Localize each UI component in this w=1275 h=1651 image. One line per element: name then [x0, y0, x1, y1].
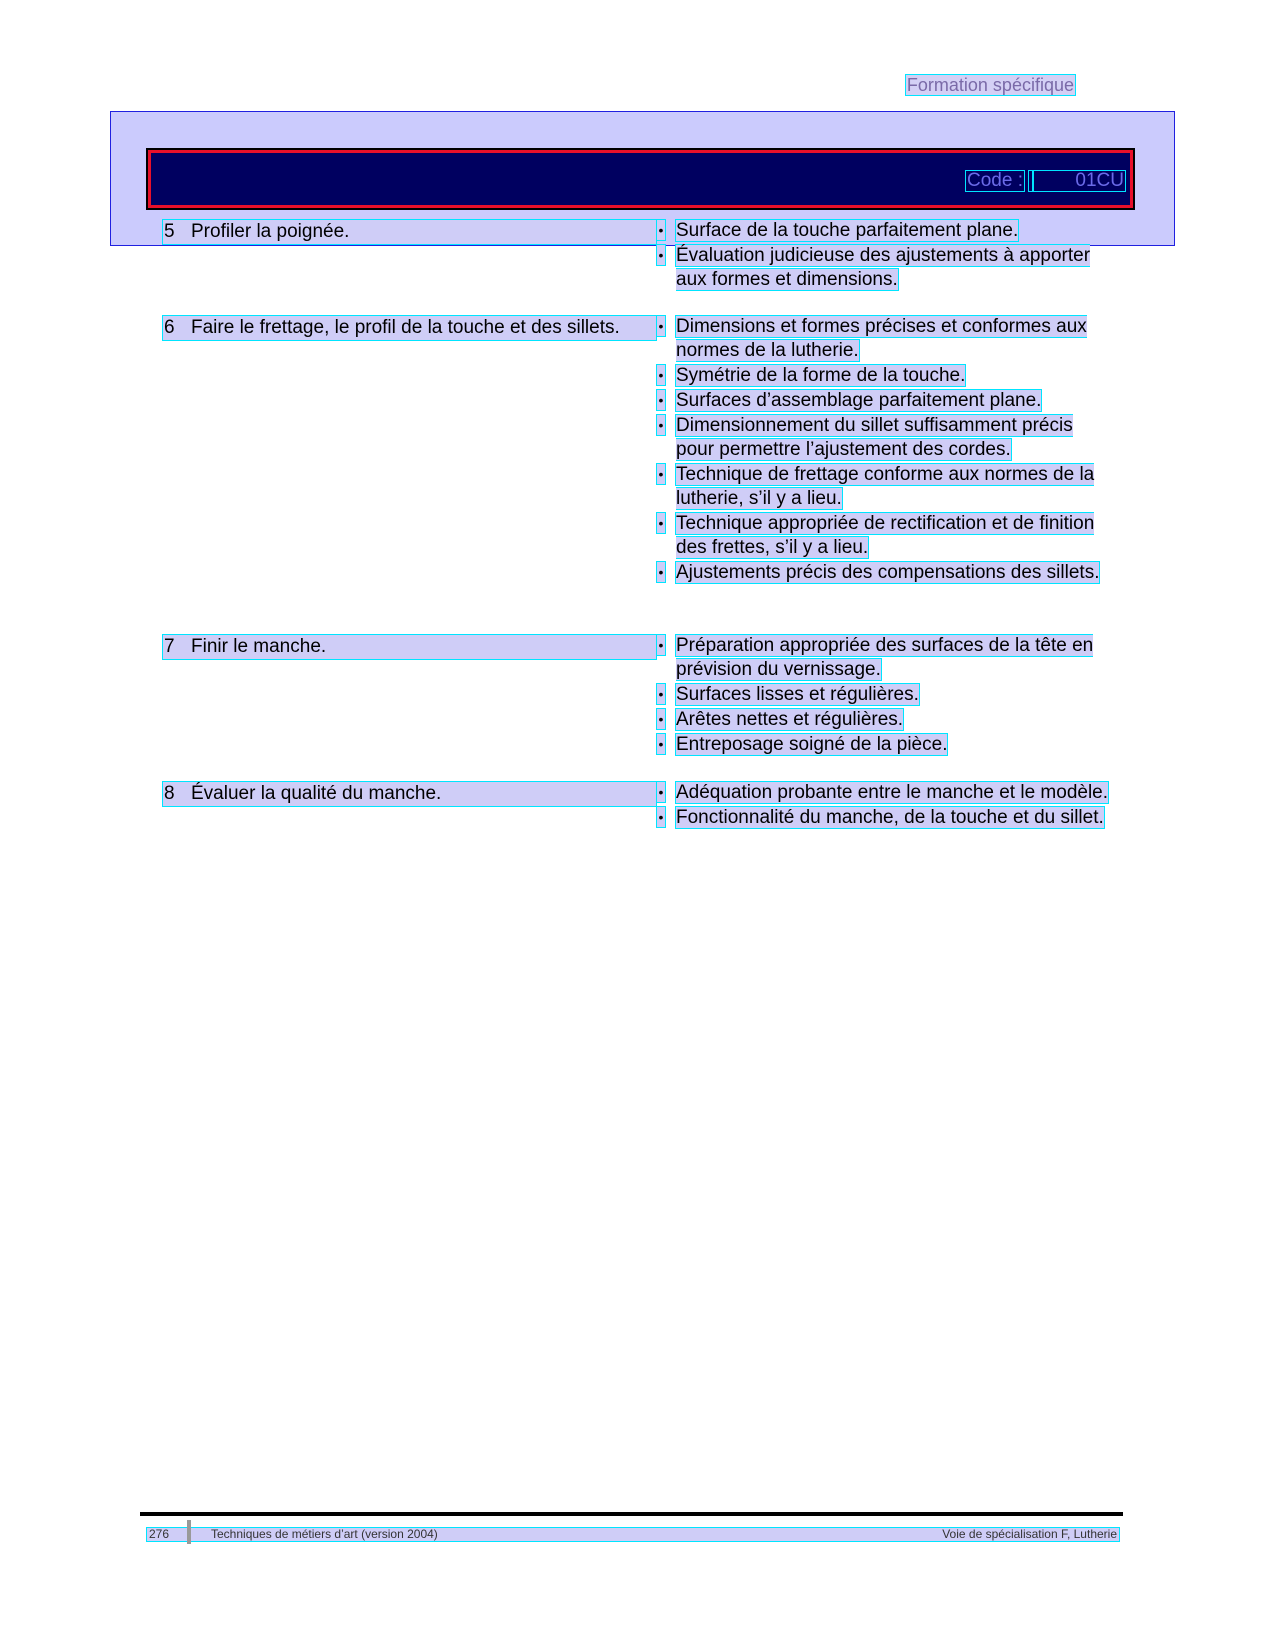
step-number: 8	[164, 783, 175, 804]
footer-divider	[187, 1520, 191, 1544]
bullet-icon: •	[656, 733, 666, 755]
list-item	[656, 561, 1111, 585]
bullet-icon: •	[656, 389, 666, 411]
step-cell	[162, 781, 657, 807]
criteria-list	[656, 219, 1111, 293]
list-item	[656, 414, 1111, 462]
list-item	[656, 364, 1111, 388]
bullet-icon: •	[656, 708, 666, 730]
step-text-wrap	[162, 634, 657, 660]
criterion-text: Surface de la touche parfaitement plane.	[676, 220, 1019, 241]
list-item	[656, 219, 1111, 243]
step-text: Évaluer la qualité du manche.	[191, 783, 442, 804]
code-value: 01CU	[1032, 170, 1126, 192]
criteria-list	[656, 315, 1111, 586]
criterion-text: Évaluation judicieuse des ajustements à apporter aux formes et dimensions.	[676, 245, 1091, 290]
step-cell	[162, 634, 657, 660]
step-text-wrap	[162, 315, 657, 341]
bullet-icon: •	[656, 634, 666, 656]
bullet-icon: •	[656, 244, 666, 266]
section-header: Formation spécifique	[906, 75, 1074, 95]
bullet-icon: •	[656, 364, 666, 386]
criterion-text: Préparation appropriée des surfaces de la tête en prévision du vernissage.	[676, 635, 1094, 680]
step-number: 6	[164, 317, 175, 338]
footer-title: Techniques de métiers d’art (version 2004)	[211, 1527, 438, 1541]
criterion-text: Technique de frettage conforme aux normes de la lutherie, s’il y a lieu.	[676, 464, 1095, 509]
bullet-icon: •	[656, 683, 666, 705]
list-item	[656, 806, 1111, 830]
step-text: Profiler la poignée.	[191, 221, 350, 242]
step-cell	[162, 219, 657, 245]
footer-rule	[140, 1512, 1123, 1516]
criterion-text: Surfaces lisses et régulières.	[676, 684, 919, 705]
list-item	[656, 683, 1111, 707]
criterion-text: Dimensionnement du sillet suffisamment précis pour permettre l’ajustement des cordes.	[676, 415, 1073, 460]
bullet-icon: •	[656, 781, 666, 803]
criterion-text: Entreposage soigné de la pièce.	[676, 734, 948, 755]
bullet-icon: •	[656, 561, 666, 583]
criterion-text: Adéquation probante entre le manche et le modèle.	[676, 782, 1109, 803]
criterion-text: Surfaces d’assemblage parfaitement plane.	[676, 390, 1042, 411]
criteria-list	[656, 634, 1111, 758]
bullet-icon: •	[656, 463, 666, 485]
page-number: 276	[149, 1527, 170, 1541]
code-bar	[148, 150, 1133, 208]
bullet-icon: •	[656, 219, 666, 241]
footer-voie: Voie de spécialisation F, Lutherie	[942, 1527, 1117, 1541]
list-item	[656, 389, 1111, 413]
step-text-wrap	[162, 219, 657, 245]
list-item	[656, 708, 1111, 732]
step-cell	[162, 315, 657, 341]
footer	[146, 1527, 1120, 1542]
step-text: Finir le manche.	[191, 636, 327, 657]
list-item	[656, 781, 1111, 805]
criterion-text: Technique appropriée de rectification et de finition des frettes, s’il y a lieu.	[676, 513, 1095, 558]
list-item	[656, 512, 1111, 560]
list-item	[656, 463, 1111, 511]
list-item	[656, 315, 1111, 363]
criterion-text: Fonctionnalité du manche, de la touche et du sillet.	[676, 807, 1104, 828]
criterion-text: Arêtes nettes et régulières.	[676, 709, 904, 730]
step-number: 5	[164, 221, 175, 242]
list-item	[656, 733, 1111, 757]
code-label: Code :	[967, 170, 1023, 191]
criterion-text: Ajustements précis des compensations des sillets.	[676, 562, 1100, 583]
criterion-text: Symétrie de la forme de la touche.	[676, 365, 966, 386]
step-text: Faire le frettage, le profil de la touche et des sillets.	[191, 317, 620, 338]
list-item	[656, 634, 1111, 682]
step-number: 7	[164, 636, 175, 657]
criteria-list	[656, 781, 1111, 831]
criterion-text: Dimensions et formes précises et conformes aux normes de la lutherie.	[676, 316, 1087, 361]
bullet-icon: •	[656, 512, 666, 534]
bullet-icon: •	[656, 414, 666, 436]
bullet-icon: •	[656, 315, 666, 337]
step-text-wrap	[162, 781, 657, 807]
list-item	[656, 244, 1111, 292]
bullet-icon: •	[656, 806, 666, 828]
